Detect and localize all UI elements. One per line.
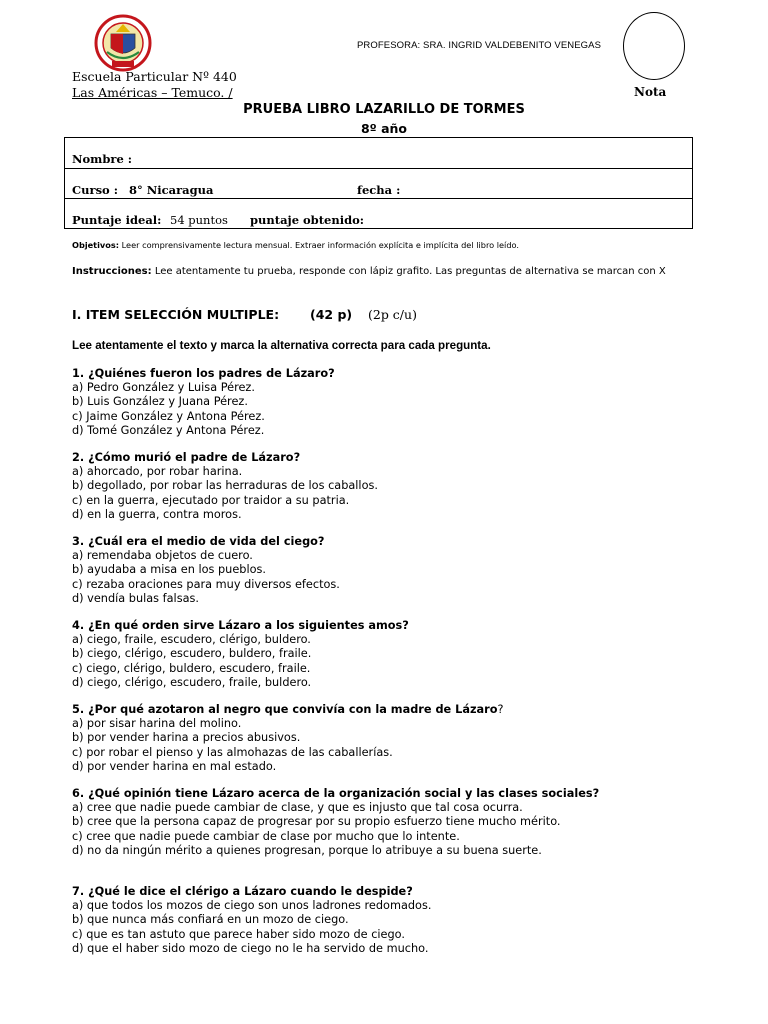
instructions-text: Lee atentamente tu prueba, responde con lápiz grafito. Las preguntas de alternativa se marcan con X — [154, 266, 666, 277]
option-c[interactable]: c) por robar el pienso y las almohazas de las caballerías. — [72, 745, 393, 759]
option-a[interactable]: a) ciego, fraile, escudero, clérigo, buldero. — [72, 633, 311, 647]
question-text: 2. ¿Cómo murió el padre de Lázaro? — [72, 451, 301, 464]
grade-label: Nota — [634, 85, 667, 99]
option-c[interactable]: c) cree que nadie puede cambiar de clase por mucho que lo intente. — [72, 829, 460, 843]
question-text: 7. ¿Qué le dice el clérigo a Lázaro cuando le despide? — [72, 885, 413, 898]
question-1 — [72, 367, 702, 438]
course-value: 8° Nicaragua — [129, 183, 214, 197]
student-info-table — [64, 137, 693, 229]
question-text: 6. ¿Qué opinión tiene Lázaro acerca de la organización social y las clases sociales? — [72, 787, 600, 800]
objectives-text: Leer comprensivamente lectura mensual. Extraer información explícita e implícita del libro leído. — [121, 240, 519, 250]
question-text: 5. ¿Por qué azotaron al negro que convivía con la madre de Lázaro — [72, 703, 498, 716]
date-label: fecha : — [357, 183, 401, 197]
option-a[interactable]: a) cree que nadie puede cambiar de clase, y que es injusto que tal cosa ocurra. — [72, 801, 523, 815]
option-c[interactable]: c) ciego, clérigo, buldero, escudero, fraile. — [72, 661, 311, 675]
grade-circle[interactable] — [623, 12, 685, 80]
option-d[interactable]: d) en la guerra, contra moros. — [72, 507, 242, 521]
school-name: Escuela Particular Nº 440 — [72, 69, 237, 84]
option-d[interactable]: d) no da ningún mérito a quienes progresan, porque lo atribuye a su buena suerte. — [72, 843, 542, 857]
instructions — [72, 265, 697, 279]
question-4 — [72, 619, 702, 690]
option-c[interactable]: c) que es tan astuto que parece haber sido mozo de ciego. — [72, 927, 405, 941]
option-a[interactable]: a) remendaba objetos de cuero. — [72, 549, 253, 563]
question-2 — [72, 451, 702, 522]
option-a[interactable]: a) Pedro González y Luisa Pérez. — [72, 381, 255, 395]
option-d[interactable]: d) vendía bulas falsas. — [72, 591, 199, 605]
school-logo — [94, 14, 152, 72]
section-instruction: Lee atentamente el texto y marca la alternativa correcta para cada pregunta. — [72, 339, 491, 352]
teacher-name: PROFESORA: SRA. INGRID VALDEBENITO VENEGAS — [357, 40, 602, 51]
option-a[interactable]: a) ahorcado, por robar harina. — [72, 465, 243, 479]
option-c[interactable]: c) Jaime González y Antona Pérez. — [72, 409, 265, 423]
section-points: (42 p) — [310, 307, 353, 322]
option-c[interactable]: c) rezaba oraciones para muy diversos efectos. — [72, 577, 340, 591]
question-5 — [72, 703, 702, 774]
name-label: Nombre : — [72, 152, 133, 166]
question-text: 1. ¿Quiénes fueron los padres de Lázaro? — [72, 367, 335, 380]
school-year: 8º año — [360, 121, 408, 136]
question-6 — [72, 787, 652, 858]
question-7 — [72, 885, 702, 956]
option-d[interactable]: d) Tomé González y Antona Pérez. — [72, 423, 265, 437]
objectives — [72, 240, 519, 250]
option-b[interactable]: b) ciego, clérigo, escudero, buldero, fraile. — [72, 647, 312, 661]
section-heading: I. ITEM SELECCIÓN MULTIPLE: — [72, 307, 280, 322]
option-b[interactable]: b) cree que la persona capaz de progresar por su propio esfuerzo tiene mucho mérito. — [72, 815, 561, 829]
test-title: PRUEBA LIBRO LAZARILLO DE TORMES — [243, 102, 525, 117]
name-row[interactable] — [65, 138, 692, 168]
instructions-label: Instrucciones: — [72, 266, 152, 277]
course-row[interactable] — [65, 168, 692, 198]
question-3 — [72, 535, 702, 606]
option-b[interactable]: b) por vender harina a precios abusivos. — [72, 731, 301, 745]
section-points-each: (2p c/u) — [368, 307, 417, 322]
option-b[interactable]: b) ayudaba a misa en los pueblos. — [72, 563, 266, 577]
question-text: 3. ¿Cuál era el medio de vida del ciego? — [72, 535, 325, 548]
score-row[interactable] — [65, 198, 692, 229]
ideal-score-value: 54 puntos — [170, 213, 228, 227]
option-d[interactable]: d) ciego, clérigo, escudero, fraile, buldero. — [72, 675, 312, 689]
option-a[interactable]: a) que todos los mozos de ciego son unos ladrones redomados. — [72, 899, 432, 913]
option-d[interactable]: d) por vender harina en mal estado. — [72, 759, 277, 773]
option-b[interactable]: b) que nunca más confiará en un mozo de ciego. — [72, 913, 349, 927]
obtained-score-label: puntaje obtenido: — [250, 213, 365, 227]
course-label: Curso : — [72, 183, 118, 197]
question-mark: ? — [497, 703, 504, 716]
school-place: Las Américas – Temuco. / — [72, 85, 233, 100]
ideal-score-label: Puntaje ideal: — [72, 213, 162, 227]
objectives-label: Objetivos: — [72, 240, 120, 250]
option-d[interactable]: d) que el haber sido mozo de ciego no le ha servido de mucho. — [72, 941, 429, 955]
option-b[interactable]: b) degollado, por robar las herraduras de los caballos. — [72, 479, 378, 493]
option-a[interactable]: a) por sisar harina del molino. — [72, 717, 242, 731]
option-c[interactable]: c) en la guerra, ejecutado por traidor a su patria. — [72, 493, 350, 507]
question-text: 4. ¿En qué orden sirve Lázaro a los siguientes amos? — [72, 619, 409, 632]
option-b[interactable]: b) Luis González y Juana Pérez. — [72, 395, 248, 409]
